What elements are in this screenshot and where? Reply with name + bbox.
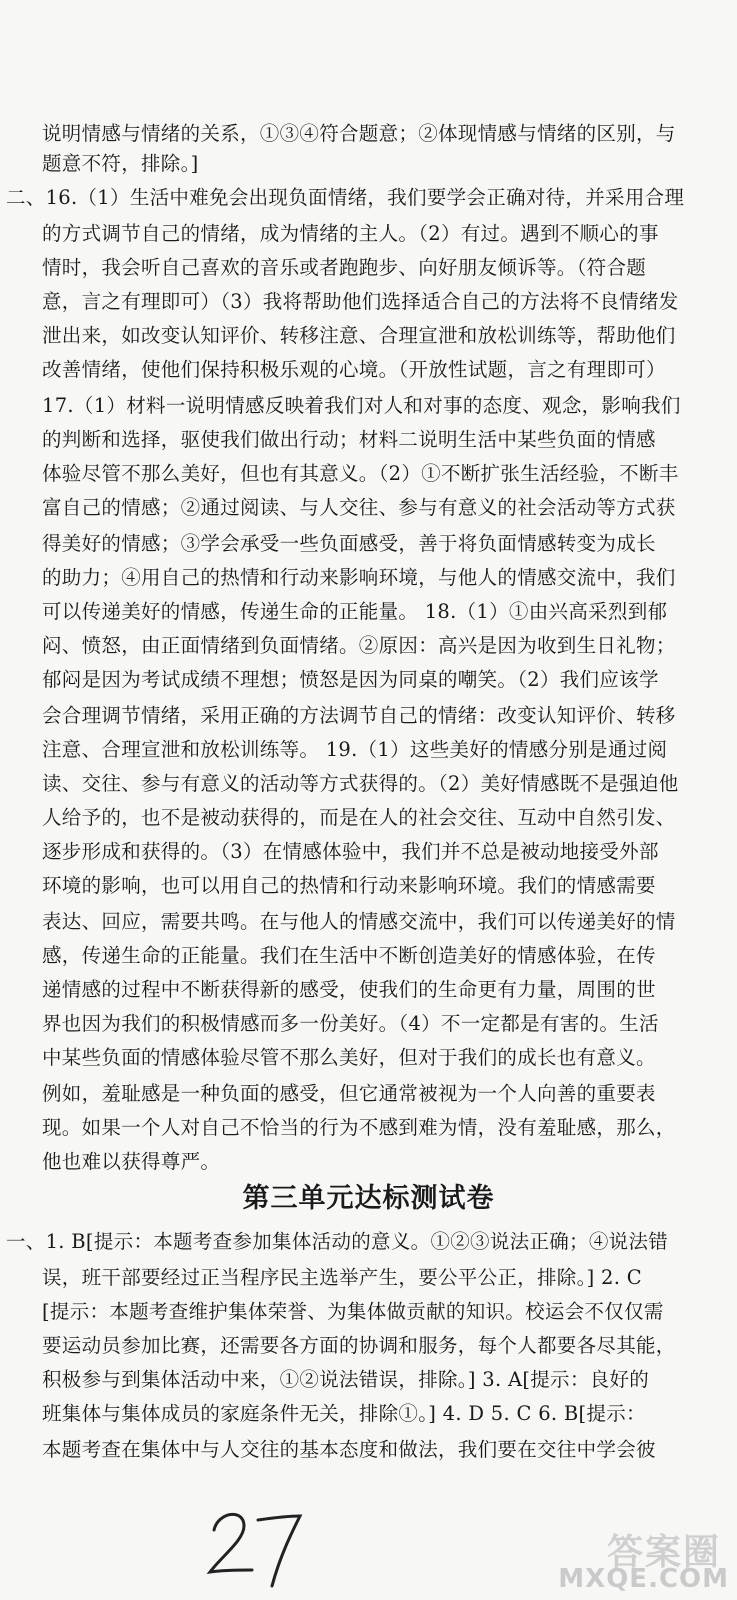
text-line: 班集体与集体成员的家庭条件无关，排除①。] 4. D 5. C 6. B[提示： bbox=[42, 1402, 646, 1425]
text-line: 的判断和选择，驱使我们做出行动；材料二说明生活中某些负面的情感 bbox=[42, 428, 656, 451]
handwritten-page-number bbox=[200, 1500, 310, 1590]
text-line: 一、1. B[提示：本题考查参加集体活动的意义。①②③说法正确；④说法错 bbox=[6, 1230, 669, 1253]
text-line: 说明情感与情绪的关系，①③④符合题意；②体现情感与情绪的区别，与 bbox=[42, 122, 676, 145]
text-line: 泄出来，如改变认知评价、转移注意、合理宣泄和放松训练等，帮助他们 bbox=[42, 324, 676, 347]
watermark-cn: 答案圈 bbox=[606, 1532, 721, 1573]
text-line: 富自己的情感；②通过阅读、与人交往、参与有意义的社会活动等方式获 bbox=[42, 496, 676, 519]
text-line: 闷、愤怒，由正面情绪到负面情绪。②原因：高兴是因为收到生日礼物； bbox=[42, 634, 676, 657]
text-line: 现。如果一个人对自己不恰当的行为不感到难为情，没有羞耻感，那么， bbox=[42, 1116, 676, 1139]
text-line: 的方式调节自己的情绪，成为情绪的主人。（2）有过。遇到不顺心的事 bbox=[42, 222, 659, 245]
text-line: [提示：本题考查维护集体荣誉、为集体做贡献的知识。校运会不仅仅需 bbox=[42, 1300, 664, 1323]
watermark-url: MXQE.COM bbox=[558, 1564, 729, 1594]
text-line: 意，言之有理即可）（3）我将帮助他们选择适合自己的方法将不良情绪发 bbox=[42, 290, 679, 313]
text-line: 例如，羞耻感是一种负面的感受，但它通常被视为一个人向善的重要表 bbox=[42, 1082, 656, 1105]
text-line: 体验尽管不那么美好，但也有其意义。（2）①不断扩张生活经验，不断丰 bbox=[42, 462, 679, 485]
text-line: 情时，我会听自己喜欢的音乐或者跑跑步、向好朋友倾诉等。（符合题 bbox=[42, 256, 647, 279]
text-line: 得美好的情感；③学会承受一些负面感受，善于将负面情感转变为成长 bbox=[42, 532, 656, 555]
text-line: 环境的影响，也可以用自己的热情和行动来影响环境。我们的情感需要 bbox=[42, 874, 656, 897]
text-line: 会合理调节情绪，采用正确的方法调节自己的情绪：改变认知评价、转移 bbox=[42, 704, 676, 727]
text-line: 改善情绪，使他们保持积极乐观的心境。（开放性试题，言之有理即可） bbox=[42, 358, 666, 381]
text-line: 误，班干部要经过正当程序民主选举产生，要公平公正，排除。] 2. C bbox=[42, 1266, 642, 1289]
text-line: 题意不符，排除。] bbox=[42, 152, 199, 175]
text-line: 郁闷是因为考试成绩不理想；愤怒是因为同桌的嘲笑。（2）我们应该学 bbox=[42, 668, 659, 691]
watermark-logo bbox=[558, 1524, 729, 1594]
text-line: 要运动员参加比赛，还需要各方面的协调和服务，每个人都要各尽其能， bbox=[42, 1334, 676, 1357]
text-line: 17.（1）材料一说明情感反映着我们对人和对事的态度、观念，影响我们 bbox=[42, 394, 681, 417]
text-line: 界也因为我们的积极情感而多一份美好。（4）不一定都是有害的。生活 bbox=[42, 1012, 659, 1035]
text-line: 逐步形成和获得的。（3）在情感体验中，我们并不总是被动地接受外部 bbox=[42, 840, 659, 863]
text-line: 注意、合理宣泄和放松训练等。 19.（1）这些美好的情感分别是通过阅 bbox=[42, 738, 668, 761]
text-line: 表达、回应，需要共鸣。在与他人的情感交流中，我们可以传递美好的情 bbox=[42, 910, 676, 933]
text-line: 中某些负面的情感体验尽管不那么美好，但对于我们的成长也有意义。 bbox=[42, 1046, 656, 1069]
text-line: 二、16.（1）生活中难免会出现负面情绪，我们要学会正确对待，并采用合理 bbox=[6, 186, 685, 209]
text-line: 递情感的过程中不断获得新的感受，使我们的生命更有力量，周围的世 bbox=[42, 978, 656, 1001]
text-line: 本题考查在集体中与人交往的基本态度和做法，我们要在交往中学会彼 bbox=[42, 1438, 656, 1461]
text-line: 读、交往、参与有意义的活动等方式获得的。（2）美好情感既不是强迫他 bbox=[42, 772, 679, 795]
text-line: 的助力；④用自己的热情和行动来影响环境，与他人的情感交流中，我们 bbox=[42, 566, 676, 589]
text-line: 他也难以获得尊严。 bbox=[42, 1150, 221, 1173]
text-line: 积极参与到集体活动中来，①②说法错误，排除。] 3. A[提示：良好的 bbox=[42, 1368, 650, 1391]
text-line: 可以传递美好的情感，传递生命的正能量。 18.（1）①由兴高采烈到郁 bbox=[42, 600, 668, 623]
unit-title: 第三单元达标测试卷 bbox=[242, 1183, 495, 1214]
text-line: 人给予的，也不是被动获得的，而是在人的社会交往、互动中自然引发、 bbox=[42, 806, 676, 829]
text-line: 感，传递生命的正能量。我们在生活中不断创造美好的情感体验，在传 bbox=[42, 944, 656, 967]
